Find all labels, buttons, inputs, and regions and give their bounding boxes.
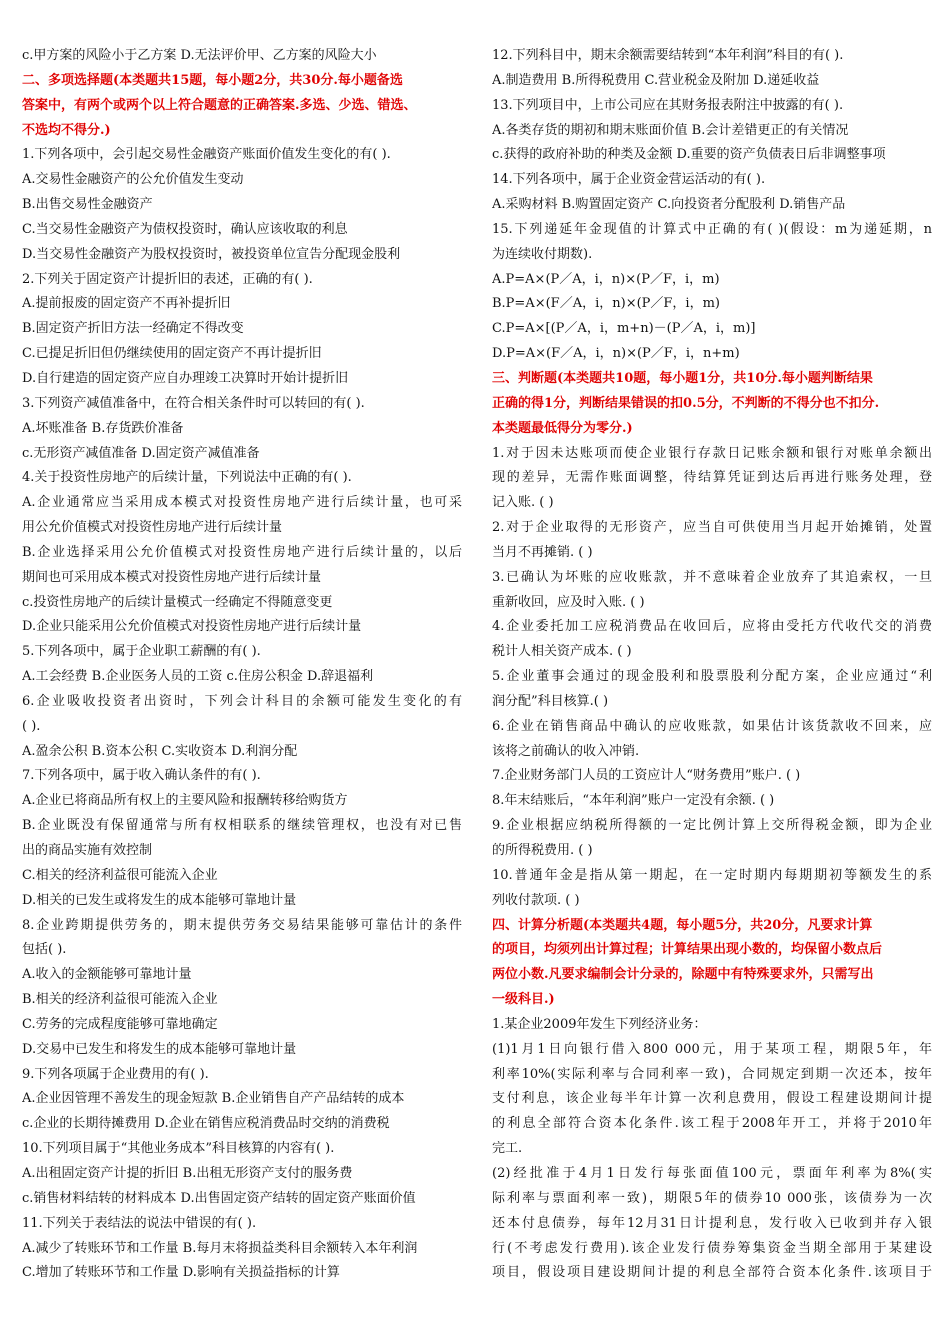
text-line: D.自行建造的固定资产应自办理竣工决算时开始计提折旧 xyxy=(22,370,349,386)
text-line: 15.下列递延年金现值的计算式中正确的有( )(假设：m为递延期，n xyxy=(492,221,932,237)
text-line: C.相关的经济利益很可能流入企业 xyxy=(22,867,218,883)
text-line: 际利率与票面利率一致)，期限5年的债券10 000张，该债券为一次 xyxy=(492,1190,932,1206)
text-line: (2)经批准于4月1日发行每张面值100元，票面年利率为8%(实 xyxy=(492,1165,932,1181)
text-line: 12.下列科目中，期末余额需要结转到“本年利润”科目的有( ). xyxy=(492,48,844,63)
text-line: 出的商品实施有效控制 xyxy=(22,843,153,858)
text-line: 2.下列关于固定资产计提折旧的表述，正确的有( ). xyxy=(22,271,313,287)
text-line: B.出售交易性金融资产 xyxy=(22,197,153,213)
text-line: c.企业的长期待摊费用 D.企业在销售应税消费品时交纳的消费税 xyxy=(22,1116,390,1132)
text-line: 1.对于因未达账项而使企业银行存款日记账余额和银行对账单余额出 xyxy=(492,445,932,461)
text-line: D.企业只能采用公允价值模式对投资性房地产进行后续计量 xyxy=(22,619,362,635)
text-line: 现的差异，无需作账面调整，待结算凭证到达后再进行账务处理，登 xyxy=(492,470,932,486)
text-line: 当月不再摊销. ( ) xyxy=(492,544,593,560)
text-line: 记入账. ( ) xyxy=(492,495,554,511)
text-line: B.企业选择采用公允价值模式对投资性房地产进行后续计量的，以后 xyxy=(22,544,462,560)
text-line: 包括( ). xyxy=(22,942,67,958)
text-line: C.增加了转账环节和工作量 D.影响有关损益指标的计算 xyxy=(22,1265,340,1281)
text-line: 项目，假设项目建设期间计提的利息全部符合资本化条件.该项目于 xyxy=(492,1265,932,1281)
text-line: 13.下列项目中，上市公司应在其财务报表附注中披露的有( ). xyxy=(492,97,844,113)
text-line: 完工. xyxy=(492,1141,523,1157)
text-line: D.当交易性金融资产为股权投资时，被投资单位宣告分配现金股利 xyxy=(22,246,401,262)
section-heading-line: 正确的得1分，判断结果错误的扣0.5分，不判断的不得分也不扣分. xyxy=(492,395,880,411)
text-line: 10.下列项目属于“其他业务成本”科目核算的内容有( ). xyxy=(22,1141,335,1157)
text-line: 重新收回，应及时入账. ( ) xyxy=(492,594,645,610)
text-line: 9.下列各项属于企业费用的有( ). xyxy=(22,1066,209,1082)
text-line: A.收入的金额能够可靠地计量 xyxy=(22,967,192,983)
left-text-column xyxy=(22,44,462,1286)
text-line: A.企业通常应当采用成本模式对投资性房地产进行后续计量，也可采 xyxy=(22,495,462,511)
text-line: B.相关的经济利益很可能流入企业 xyxy=(22,992,218,1008)
text-line: 为连续收付期数). xyxy=(492,246,593,262)
text-line: A.采购材料 B.购置固定资产 C.向投资者分配股利 D.销售产品 xyxy=(492,197,846,213)
text-line: 8.企业跨期提供劳务的，期末提供劳务交易结果能够可靠估计的条件 xyxy=(22,917,462,933)
text-line: B.固定资产折旧方法一经确定不得改变 xyxy=(22,321,244,337)
text-line: A.盈余公积 B.资本公积 C.实收资本 D.利润分配 xyxy=(22,743,298,759)
text-line: 6.企业在销售商品中确认的应收账款，如果估计该货款收不回来，应 xyxy=(492,718,932,734)
text-line: A.制造费用 B.所得税费用 C.营业税金及附加 D.递延收益 xyxy=(492,72,820,88)
text-line: 14.下列各项中，属于企业资金营运活动的有( ). xyxy=(492,172,766,188)
text-line: 期间也可采用成本模式对投资性房地产进行后续计量 xyxy=(22,569,322,585)
text-line: A.交易性金融资产的公允价值发生变动 xyxy=(22,172,244,188)
text-line: 税计人相关资产成本. ( ) xyxy=(492,644,632,660)
text-line: A.出租固定资产计提的折旧 B.出租无形资产支付的服务费 xyxy=(22,1165,353,1181)
text-line: 7.企业财务部门人员的工资应计人“财务费用”账户. ( ) xyxy=(492,768,801,784)
text-line: 列收付款项. ( ) xyxy=(492,892,580,908)
text-line: 1.某企业2009年发生下列经济业务： xyxy=(492,1016,707,1032)
text-line: 的所得税费用. ( ) xyxy=(492,843,593,858)
text-line: A.P=A×(P／A，i，n)×(P／F，i，m) xyxy=(492,271,720,287)
text-line: c.销售材料结转的材料成本 D.出售固定资产结转的固定资产账面价值 xyxy=(22,1190,416,1206)
text-line: 4.企业委托加工应税消费品在收回后，应将由受托方代收代交的消费 xyxy=(492,619,932,635)
text-line: D.P=A×(F／A，i，n)×(P／F，i，n+m) xyxy=(492,346,740,362)
text-line: B.P=A×(F／A，i，n)×(P／F，i，m) xyxy=(492,296,720,312)
text-line: 3.下列资产减值准备中，在符合相关条件时可以转回的有( ). xyxy=(22,395,365,411)
text-line: c.甲方案的风险小于乙方案 D.无法评价甲、乙方案的风险大小 xyxy=(22,48,377,63)
text-line: B.企业既没有保留通常与所有权相联系的继续管理权，也没有对已售 xyxy=(22,818,462,834)
text-line: ( ). xyxy=(22,718,41,734)
text-line: 支付利息，该企业每半年计算一次利息费用，假设工程建设期间计提 xyxy=(492,1091,932,1107)
text-line: 5.下列各项中，属于企业职工薪酬的有( ). xyxy=(22,644,261,660)
section-heading-line: 两位小数.凡要求编制会计分录的，除题中有特殊要求外，只需写出 xyxy=(492,967,874,983)
text-line: 7.下列各项中，属于收入确认条件的有( ). xyxy=(22,768,261,784)
text-line: 4.关于投资性房地产的后续计量，下列说法中正确的有( ). xyxy=(22,470,352,486)
section-heading-line: 二、多项选择题(本类题共15题，每小题2分，共30分.每小题备选 xyxy=(22,72,403,88)
right-text-column xyxy=(492,44,932,1286)
text-line: A.工会经费 B.企业医务人员的工资 c.住房公积金 D.辞退福利 xyxy=(22,669,374,685)
section-heading-line: 本类题最低得分为零分.) xyxy=(492,420,633,436)
text-line: 利率10%(实际利率与合同利率一致)，合同规定到期一次还本，按年 xyxy=(492,1066,932,1082)
text-line: 5.企业董事会通过的现金股利和股票股利分配方案，企业应通过“利 xyxy=(492,669,932,685)
text-line: 2.对于企业取得的无形资产，应当自可供使用当月起开始摊销，处置 xyxy=(492,520,932,536)
text-line: 行(不考虑发行费用).该企业发行债券筹集资金当期全部用于某建设 xyxy=(492,1240,932,1256)
text-line: 8.年末结账后，“本年利润”账户一定没有余额. ( ) xyxy=(492,793,775,809)
text-line: A.提前报废的固定资产不再补提折旧 xyxy=(22,296,231,312)
text-line: D.交易中已发生和将发生的成本能够可靠地计量 xyxy=(22,1041,297,1057)
section-heading-line: 四、计算分析题(本类题共4题，每小题5分，共20分，凡要求计算 xyxy=(492,917,873,933)
text-line: C.已提足折旧但仍继续使用的固定资产不再计提折旧 xyxy=(22,346,322,362)
section-heading-line: 不选均不得分.) xyxy=(22,122,111,138)
text-line: A.坏账准备 B.存货跌价准备 xyxy=(22,420,184,436)
text-line: 10.普通年金是指从第一期起，在一定时期内每期期初等额发生的系 xyxy=(492,867,932,883)
text-line: 1.下列各项中，会引起交易性金融资产账面价值发生变化的有( ). xyxy=(22,147,391,163)
text-line: C.当交易性金融资产为债权投资时，确认应该收取的利息 xyxy=(22,221,348,237)
section-heading-line: 三、判断题(本类题共10题，每小题1分，共10分.每小题判断结果 xyxy=(492,370,873,386)
text-line: A.各类存货的期初和期末账面价值 B.会计差错更正的有关情况 xyxy=(492,122,849,138)
text-line: c.投资性房地产的后续计量模式一经确定不得随意变更 xyxy=(22,594,333,610)
text-line: D.相关的已发生或将发生的成本能够可靠地计量 xyxy=(22,892,297,908)
text-line: C.劳务的完成程度能够可靠地确定 xyxy=(22,1016,218,1032)
text-line: 该将之前确认的收入冲销. xyxy=(492,743,640,759)
text-line: A.减少了转账环节和工作量 B.每月末将损益类科目余额转入本年利润 xyxy=(22,1240,418,1256)
text-line: 的利息全部符合资本化条件.该工程于2008年开工，并将于2010年 xyxy=(492,1116,932,1132)
text-line: 3.已确认为坏账的应收账款，并不意味着企业放弃了其追索权，一旦 xyxy=(492,569,932,585)
text-line: 还本付息债券，每年12月31日计提利息，发行收入已收到并存入银 xyxy=(492,1215,932,1231)
text-line: A.企业已将商品所有权上的主要风险和报酬转移给购货方 xyxy=(22,793,348,809)
section-heading-line: 答案中，有两个或两个以上符合题意的正确答案.多选、少选、错选、 xyxy=(22,97,417,113)
text-line: 润分配”科目核算.( ) xyxy=(492,693,609,709)
section-heading-line: 一级科目.) xyxy=(492,992,555,1008)
text-line: 6.企业吸收投资者出资时，下列会计科目的余额可能发生变化的有 xyxy=(22,693,462,709)
text-line: (1)1月1日向银行借入800 000元，用于某项工程，期限5年，年 xyxy=(492,1041,932,1057)
section-heading-line: 的项目，均须列出计算过程；计算结果出现小数的，均保留小数点后 xyxy=(492,942,883,958)
text-line: C.P=A×[(P／A，i，m+n)－(P／A，i，m)] xyxy=(492,321,756,337)
text-line: A.企业因管理不善发生的现金短款 B.企业销售自产产品结转的成本 xyxy=(22,1091,405,1107)
text-line: 11.下列关于表结法的说法中错误的有( ). xyxy=(22,1215,257,1231)
text-line: 用公允价值模式对投资性房地产进行后续计量 xyxy=(22,520,283,536)
text-line: 9.企业根据应纳税所得额的一定比例计算上交所得税金额，即为企业 xyxy=(492,818,932,834)
text-line: c.无形资产减值准备 D.固定资产减值准备 xyxy=(22,445,260,461)
text-line: c.获得的政府补助的种类及金额 D.重要的资产负债表日后非调整事项 xyxy=(492,147,886,163)
